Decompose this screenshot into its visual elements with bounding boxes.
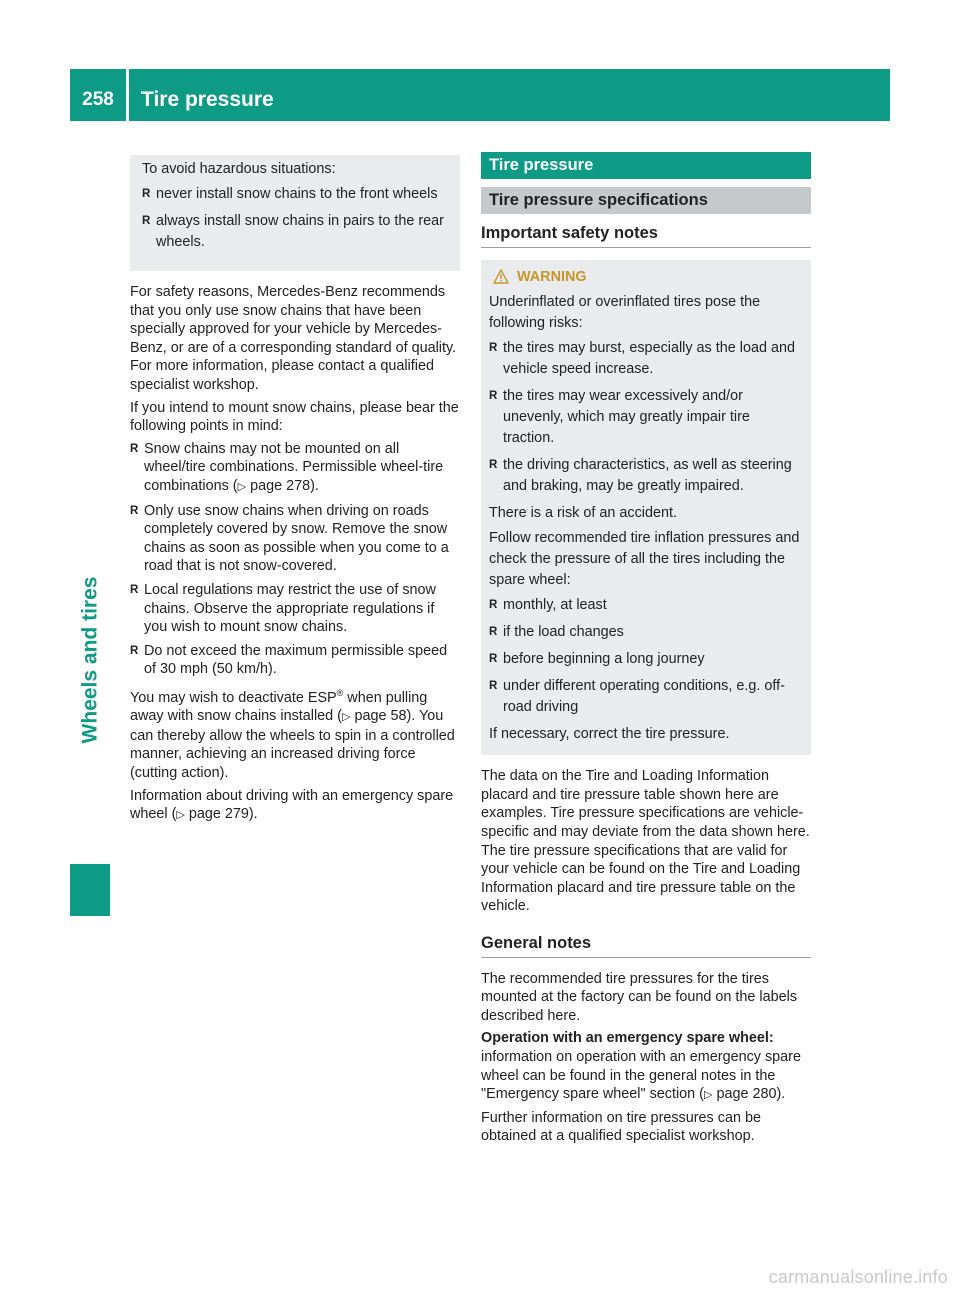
page-ref[interactable]: page 278).	[250, 477, 319, 494]
page-ref-arrow-icon: ▷	[341, 711, 351, 724]
paragraph: If you intend to mount snow chains, please bear the following points in mind:	[130, 399, 459, 435]
page-ref-arrow-icon: ▷	[703, 1089, 713, 1102]
page-ref-arrow-icon: ▷	[237, 480, 247, 493]
header-divider	[126, 69, 129, 121]
list-item: R the tires may burst, especially as the load and vehicle speed increase.	[489, 338, 803, 380]
page-ref-arrow-icon: ▷	[176, 809, 185, 822]
chapter-label: Wheels and tires	[78, 576, 102, 744]
note-lead: To avoid hazardous situations:	[142, 161, 336, 177]
paragraph: The data on the Tire and Loading Information placard and tire pressure table shown here are examples. Tire pressure specifications are vehicle-specific and may deviate from the data shown here. The tire pressure specifications that are valid for your vehicle can be found on the Tire and Loading Information placard and tire pressure table on the vehicle.	[481, 768, 810, 915]
warning-triangle-icon	[493, 269, 509, 284]
page-ref[interactable]: page 280).	[716, 1086, 786, 1103]
list-item: R the driving characteristics, as well as steering and braking, may be greatly impaired.	[489, 455, 803, 497]
heading-general-notes: General notes	[481, 924, 811, 958]
watermark: carmanualsonline.info	[768, 1267, 948, 1287]
registered-mark: ®	[336, 687, 344, 698]
list-item: R Only use snow chains when driving on roads completely covered by snow. Remove the snow chains as soon as possible when you come to a road that is not snow-covered.	[130, 502, 460, 576]
list-item: R Do not exceed the maximum permissible speed of 30 mph (50 km/h).	[130, 642, 460, 679]
list-item: R if the load changes	[489, 622, 803, 643]
list-item: R never install snow chains to the front wheels	[142, 184, 448, 205]
paragraph: The recommended tire pressures for the tires mounted at the factory can be found on the labels described here.	[481, 970, 798, 1024]
heading-safety-notes: Important safety notes	[481, 214, 811, 248]
left-column	[130, 155, 460, 829]
list-item: R the tires may wear excessively and/or unevenly, which may greatly impair tire traction.	[489, 386, 803, 449]
note-box	[130, 155, 460, 271]
list-item: R before beginning a long journey	[489, 649, 803, 670]
warning-label: WARNING	[517, 268, 587, 285]
warning-header	[489, 268, 803, 287]
list-item	[130, 440, 460, 497]
right-column	[481, 155, 811, 1150]
page-ref[interactable]: page 58).	[354, 708, 416, 725]
warning-intro: Underinflated or overinflated tires pose the following risks:	[489, 294, 761, 332]
warning-accident: There is a risk of an accident.	[489, 505, 677, 522]
subsection-heading: Tire pressure specifications	[481, 187, 811, 214]
list-item: R under different operating conditions, e.g. off-road driving	[489, 676, 803, 718]
paragraph: Operation with an emergency spare wheel: information on operation with an emergency spare wheel can be found in the general notes in the "Emergency spare wheel" section (▷ page 280).	[481, 1030, 801, 1103]
page-number: 258	[82, 89, 114, 110]
warning-box	[481, 260, 811, 756]
warning-follow: Follow recommended tire inflation pressures and check the pressure of all the tires including the spare wheel:	[489, 530, 800, 589]
paragraph: Further information on tire pressures can be obtained at a qualified specialist workshop.	[481, 1109, 761, 1145]
page-ref[interactable]: page 279).	[188, 806, 258, 823]
section-heading: Tire pressure	[481, 152, 811, 179]
chapter-tab	[70, 460, 110, 860]
list-item-text: Snow chains may not be mounted on all wheel/tire combinations. Permissible wheel-tire combinations (	[144, 440, 444, 494]
paragraph: You may wish to deactivate ESP® when pulling away with snow chains installed (▷ page 58). You can thereby allow the wheels to spin in a controlled manner, achieving an increased driving force (cutting action).	[130, 687, 455, 782]
warning-correct: If necessary, correct the tire pressure.	[489, 726, 730, 743]
list-item: R always install snow chains in pairs to the rear wheels.	[142, 211, 448, 253]
spare-wheel-label: Operation with an emergency spare wheel:	[481, 1030, 774, 1047]
paragraph: Information about driving with an emergency spare wheel (▷ page 279).	[130, 787, 454, 823]
list-item: R Local regulations may restrict the use of snow chains. Observe the appropriate regulations if you wish to mount snow chains.	[130, 581, 460, 637]
chapter-marker	[70, 864, 110, 916]
page-title: Tire pressure	[141, 88, 274, 111]
paragraph: For safety reasons, Mercedes-Benz recommends that you only use snow chains that have been specially approved for your vehicle by Mercedes-Benz, or are of a corresponding standard of quality. For more information, please contact a qualified specialist workshop.	[130, 284, 457, 393]
list-item: R monthly, at least	[489, 595, 803, 616]
